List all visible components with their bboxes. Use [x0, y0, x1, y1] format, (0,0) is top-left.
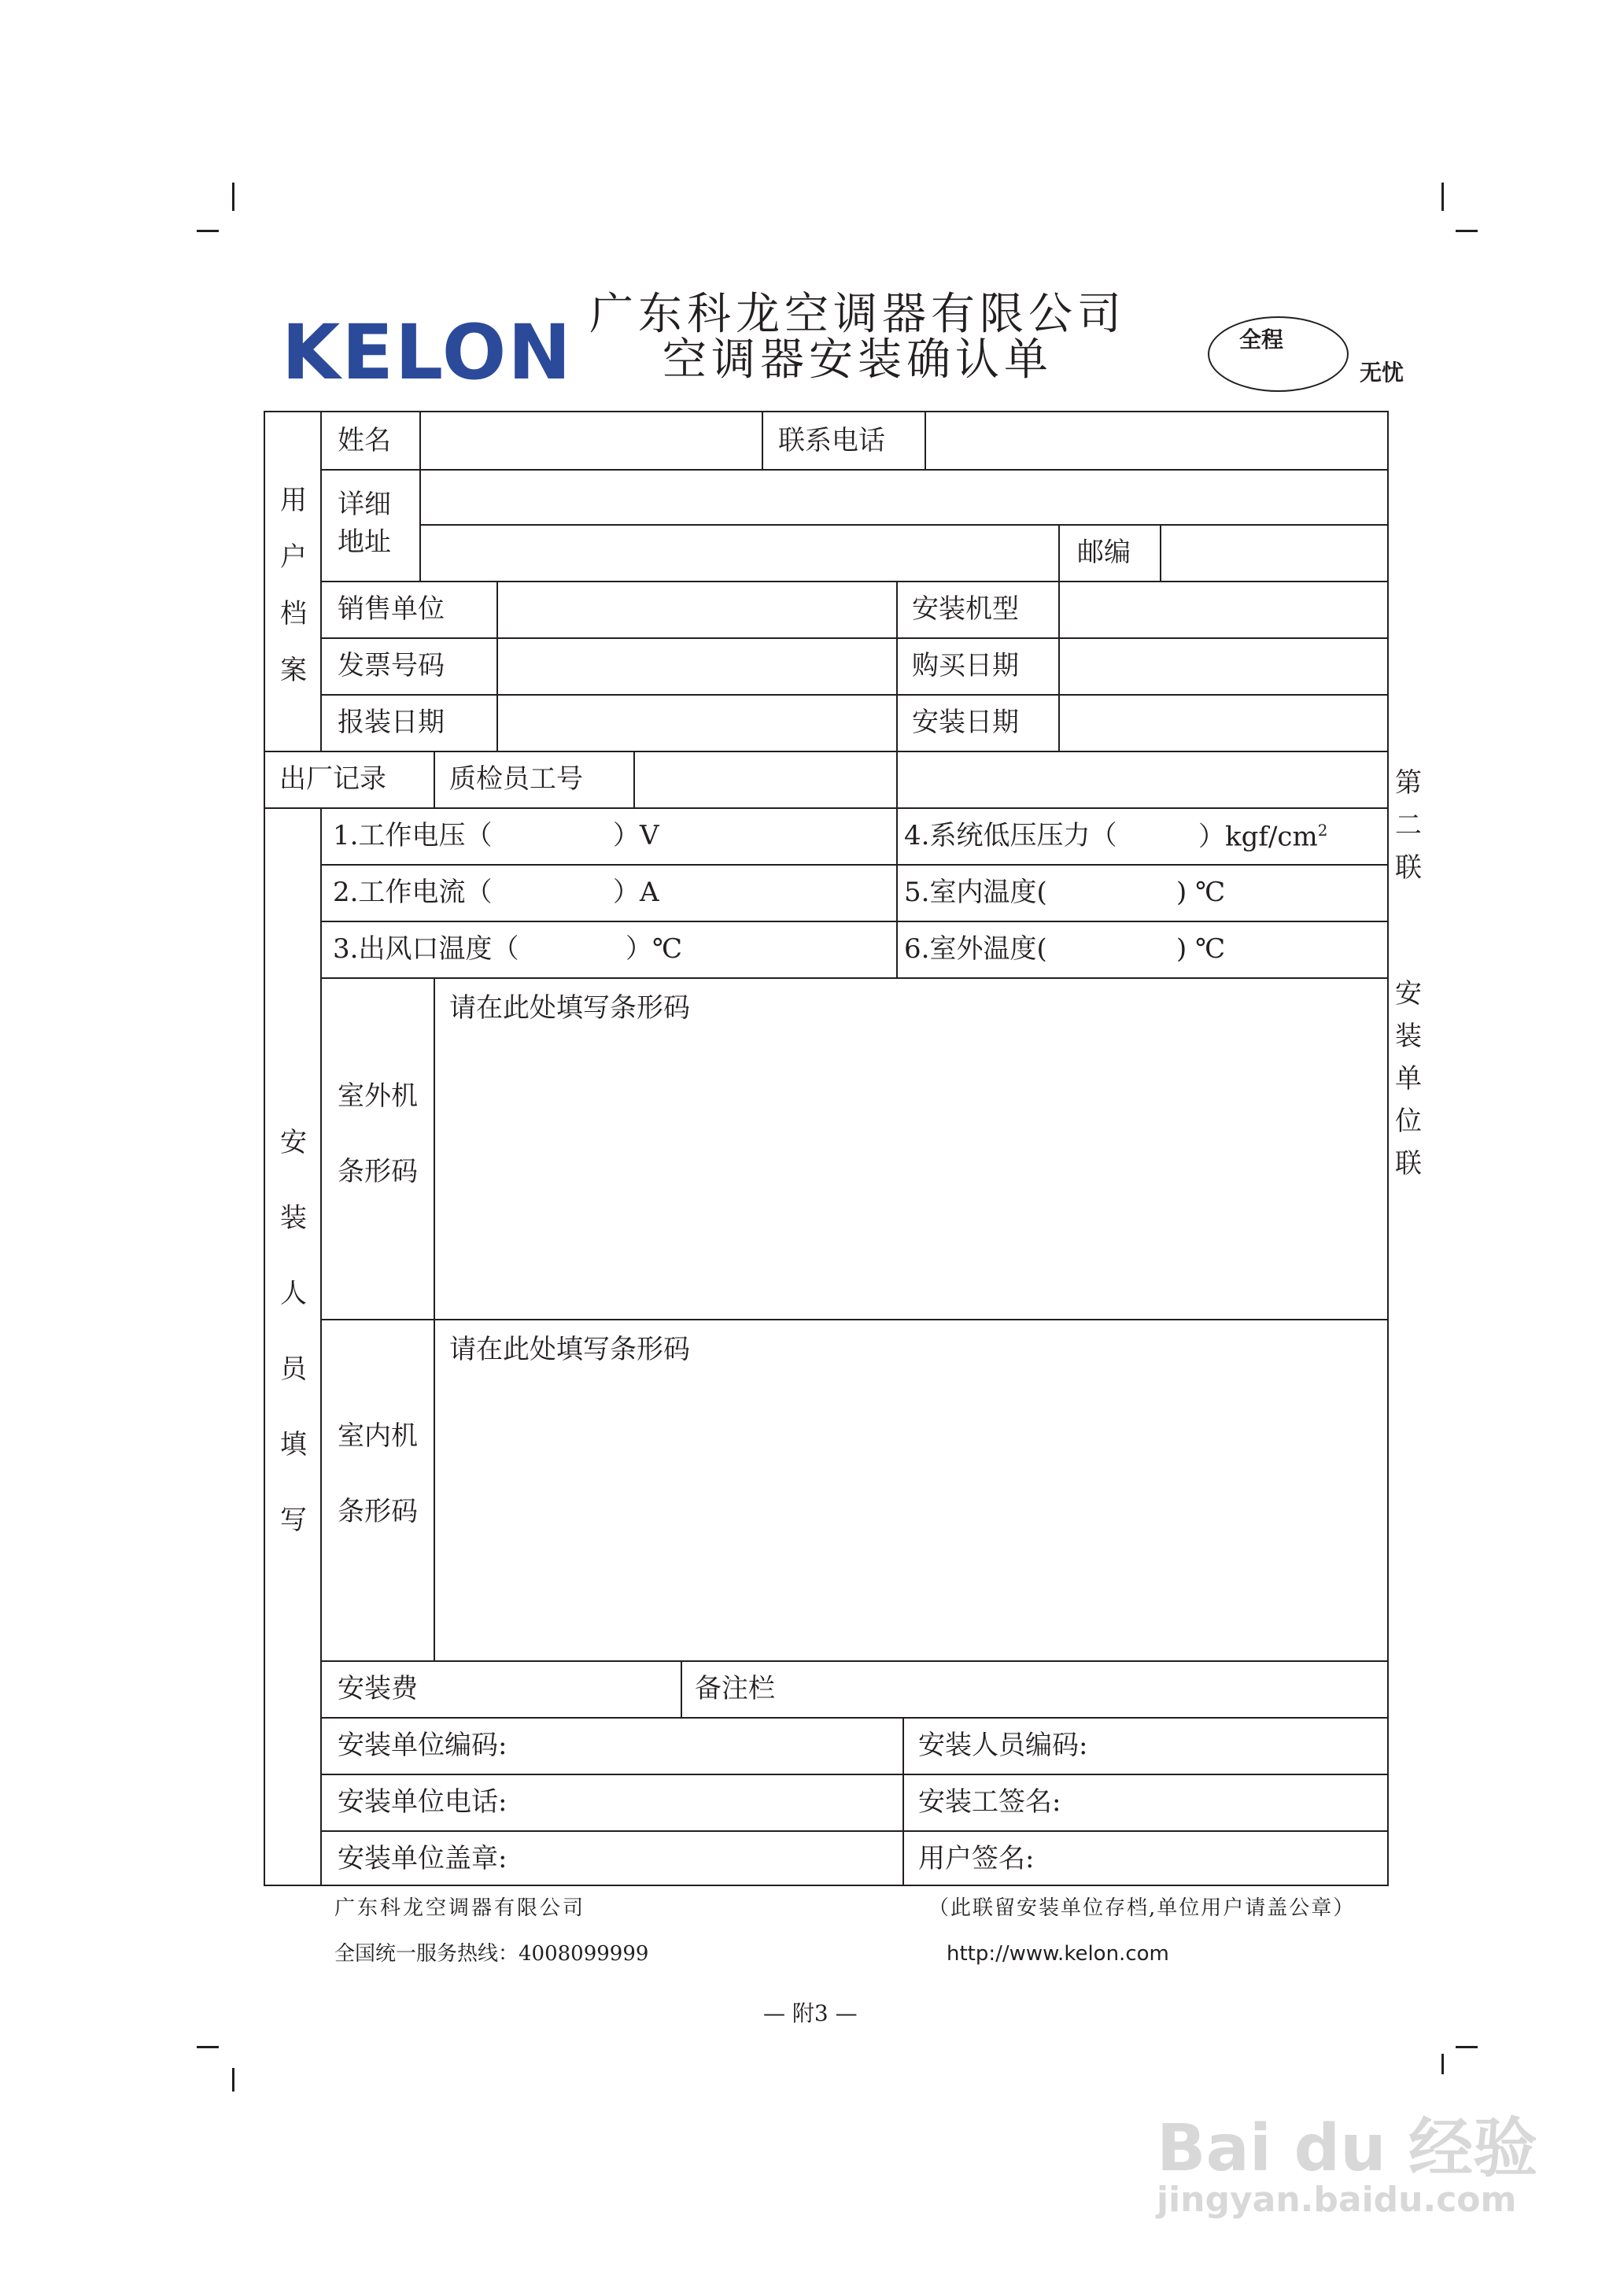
footer-note: （此联留安装单位存档,单位用户请盖公章）	[928, 1896, 1356, 1920]
indoor-barcode-hint: 请在此处填写条形码	[449, 1334, 690, 1365]
crop-mark	[1441, 2054, 1444, 2074]
footer-company: 广东科龙空调器有限公司	[334, 1896, 586, 1920]
unit-code-label: 安装单位编码:	[338, 1730, 507, 1761]
user-section-label: 用 户 档 案	[280, 485, 307, 686]
postcode-label: 邮编	[1077, 537, 1131, 568]
kelon-logo: KELON	[282, 308, 573, 397]
unit-phone-label: 安装单位电话:	[338, 1786, 507, 1818]
factory-label: 出厂记录	[279, 763, 386, 795]
voltage-label: 1.工作电压（	[333, 820, 493, 851]
footer-website: http://www.kelon.com	[947, 1942, 1169, 1966]
current-unit: ）A	[613, 877, 659, 908]
indoor-temp-unit: ) ℃	[1176, 877, 1226, 908]
model-label: 安装机型	[912, 593, 1019, 625]
install-confirmation-table	[264, 411, 1389, 1886]
outlet-temp-unit: ）℃	[626, 933, 683, 965]
outdoor-unit-label-2: 条形码	[338, 1156, 418, 1187]
user-sign-label: 用户签名:	[918, 1843, 1035, 1874]
crop-mark	[232, 183, 234, 211]
crop-mark	[232, 2068, 234, 2092]
company-name: 广东科龙空调器有限公司	[589, 289, 1126, 340]
indoor-unit-label-2: 条形码	[338, 1496, 418, 1527]
address-label-2: 地址	[338, 526, 391, 558]
outdoor-unit-label-1: 室外机	[338, 1080, 418, 1112]
crop-mark	[197, 230, 219, 232]
current-label: 2.工作电流（	[333, 877, 493, 908]
staff-code-label: 安装人员编码:	[918, 1730, 1088, 1761]
page-number: — 附3 —	[763, 2000, 858, 2026]
crop-mark	[1456, 2046, 1478, 2048]
outdoor-temp-unit: ) ℃	[1176, 933, 1226, 965]
unit-stamp-label: 安装单位盖章:	[338, 1843, 507, 1874]
copy-number: 第 二 联	[1395, 767, 1422, 884]
worker-sign-label: 安装工签名:	[918, 1786, 1061, 1818]
slogan-part1: 全程	[1239, 327, 1284, 353]
invoice-label: 发票号码	[338, 650, 445, 681]
install-date-label: 安装日期	[912, 707, 1019, 738]
slogan-part2: 无忧	[1360, 360, 1404, 386]
baidu-watermark: Bai du 经验	[1157, 2111, 1538, 2186]
phone-label: 联系电话	[778, 425, 885, 456]
report-date-label: 报装日期	[338, 707, 445, 738]
crop-mark	[1456, 230, 1478, 232]
name-label: 姓名	[338, 425, 391, 456]
install-section-label: 安 装 人 员 填 写	[280, 1127, 307, 1536]
copy-name: 安 装 单 位 联	[1395, 978, 1422, 1180]
crop-mark	[1441, 183, 1444, 211]
fee-label: 安装费	[338, 1673, 418, 1704]
remarks-label: 备注栏	[695, 1673, 775, 1704]
footer-hotline: 全国统一服务热线：4008099999	[334, 1942, 649, 1966]
seller-label: 销售单位	[338, 593, 445, 625]
address-label-1: 详细	[338, 489, 391, 520]
form-title: 空调器安装确认单	[663, 334, 1053, 386]
inspector-label: 质检员工号	[449, 763, 583, 795]
low-pressure-unit: ）$kgf/cm^2$	[1198, 821, 1328, 853]
indoor-unit-label-1: 室内机	[338, 1420, 418, 1452]
low-pressure-label: 4.系统低压压力（	[904, 820, 1117, 851]
purchase-date-label: 购买日期	[912, 650, 1019, 681]
indoor-temp-label: 5.室内温度(	[904, 877, 1047, 908]
baidu-watermark-url: jingyan.baidu.com	[1157, 2180, 1517, 2220]
outlet-temp-label: 3.出风口温度（	[333, 933, 519, 965]
crop-mark	[197, 2046, 219, 2048]
outdoor-temp-label: 6.室外温度(	[904, 933, 1047, 965]
outdoor-barcode-hint: 请在此处填写条形码	[449, 992, 690, 1024]
voltage-unit: ）V	[613, 820, 659, 851]
